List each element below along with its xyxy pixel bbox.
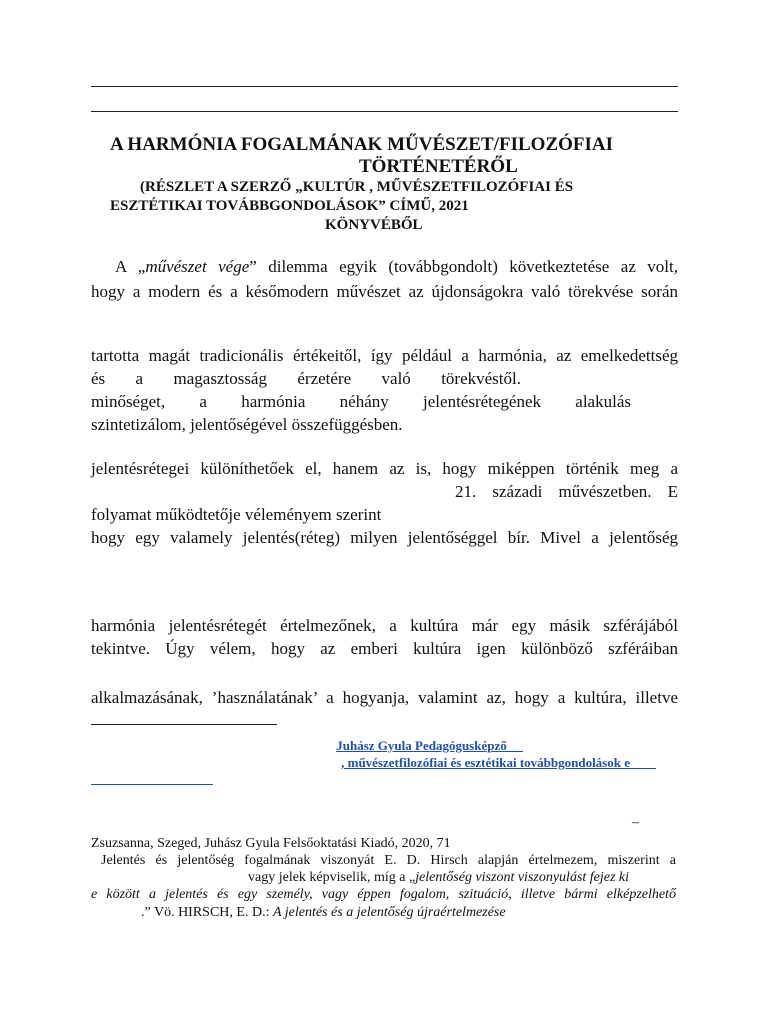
footnote-separator	[91, 724, 277, 725]
paragraph-2-line-4: szintetizálom, jelentőségével összefüggésben.	[91, 415, 403, 434]
paragraph-3-line-3: folyamat működtetője véleményem szerint	[91, 505, 382, 524]
paragraph-2-line-1: tartotta magát tradicionális értékeitől, így például a harmónia, az emelkedettség	[91, 346, 678, 365]
paragraph-4-line-3: alkalmazásának, ’használatának’ a hogyanja, valamint az, hogy a kultúra, illetve	[91, 688, 678, 707]
link-institution[interactable]: Juhász Gyula Pedagógusképző	[336, 738, 507, 753]
paragraph-2-line-2: és a magasztosság érzetére való törekvéstől.	[91, 369, 521, 388]
link-book-title[interactable]: , művészetfilozófiai és esztétikai továbbgondolások e	[341, 755, 630, 770]
paragraph-3-line-2: 21. századi művészetben. E	[455, 482, 678, 501]
subtitle-line-2: ESZTÉTIKAI TOVÁBBGONDOLÁSOK” CÍMŰ, 2021	[110, 198, 469, 214]
para1-italic: művészet vége	[145, 257, 250, 276]
top-rule-1	[91, 86, 678, 87]
paragraph-1-line-2: hogy a modern és a későmodern művészet az újdonságokra való törekvése során	[91, 282, 678, 301]
title-line-2: TÖRTÉNETÉRŐL	[359, 156, 518, 177]
paragraph-2-line-3: minőséget, a harmónia néhány jelentésrétegének alakulás	[91, 392, 631, 411]
para1-rest: ” dilemma egyik (továbbgondolt) következtetése az volt,	[249, 257, 678, 276]
footnote-dash: –	[632, 815, 639, 830]
paragraph-3-line-4: hogy egy valamely jelentés(réteg) milyen jelentőséggel bír. Mivel a jelentőség	[91, 528, 678, 547]
paragraph-3-line-1: jelentésrétegei különíthetőek el, hanem az is, hogy miképpen történik meg a	[91, 459, 678, 478]
footnote-2-line-2: vagy jelek képviselik, míg a „jelentőség viszont viszonyulást fejez ki	[248, 870, 630, 885]
footnote-2-line-1: Jelentés és jelentőség fogalmának viszonyát E. D. Hirsch alapján értelmezem, miszerint a	[101, 853, 676, 868]
subtitle-line-3: KÖNYVÉBŐL	[325, 217, 423, 233]
paragraph-4-line-2: tekintve. Úgy vélem, hogy az emberi kultúra igen különböző szféráiban	[91, 639, 678, 658]
top-rule-2	[91, 111, 678, 112]
footnote-2-line-4: .” Vö. HIRSCH, E. D.: A jelentés és a jelentőség újraértelmezése	[141, 905, 506, 920]
link-underline-fragment[interactable]	[91, 784, 213, 785]
subtitle-line-1: (RÉSZLET A SZERZŐ „KULTÚR , MŰVÉSZETFILOZÓFIAI ÉS	[140, 179, 574, 195]
footnote-1: Zsuzsanna, Szeged, Juhász Gyula Felsőoktatási Kiadó, 2020, 71	[91, 836, 451, 851]
title-line-1: A HARMÓNIA FOGALMÁNAK MŰVÉSZET/FILOZÓFIAI	[110, 134, 614, 155]
paragraph-4-line-1: harmónia jelentésrétegét értelmezőnek, a kultúra már egy másik szférájából	[91, 616, 678, 635]
para1-prefix: A „	[115, 257, 146, 276]
paragraph-1-line-1	[115, 257, 678, 277]
footnote-2-line-3: e között a jelentés és egy személy, vagy éppen fogalom, szituáció, illetve bármi elképzelhető	[91, 887, 676, 902]
